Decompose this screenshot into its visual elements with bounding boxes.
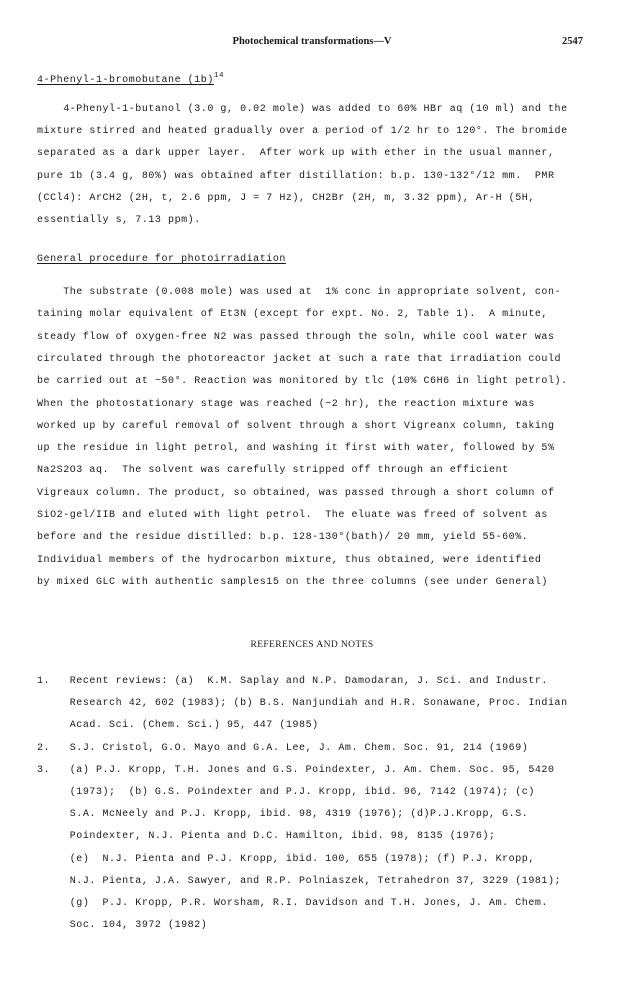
reference-line: Poindexter, N.J. Pienta and D.C. Hamilton, ibid. 98, 8135 (1976); bbox=[37, 831, 496, 843]
reference-line: Soc. 104, 3972 (1982) bbox=[37, 920, 208, 932]
section2-text-line: taining molar equivalent of Et3N (except for expt. No. 2, Table 1). A minute, bbox=[37, 309, 548, 321]
page-number: 2547 bbox=[562, 36, 583, 47]
section1-text-line: pure 1b (3.4 g, 80%) was obtained after distillation: b.p. 130-132°/12 mm. PMR bbox=[37, 170, 555, 182]
reference-line: (g) P.J. Kropp, P.R. Worsham, R.I. Davidson and T.H. Jones, J. Am. Chem. bbox=[37, 898, 548, 909]
heading-text: 4-Phenyl-1-bromobutane (1b) bbox=[37, 75, 214, 86]
section1-text-line: 4-Phenyl-1-butanol (3.0 g, 0.02 mole) was added to 60% HBr aq (10 ml) and the bbox=[37, 104, 568, 115]
reference-line: 1. Recent reviews: (a) K.M. Saplay and N.P. Damodaran, J. Sci. and Industr. bbox=[37, 676, 548, 687]
references-heading: REFERENCES AND NOTES bbox=[250, 640, 374, 650]
section1-text-line: separated as a dark upper layer. After work up with ether in the usual manner, bbox=[37, 148, 555, 160]
section2-text-line: circulated through the photoreactor jacket at such a rate that irradiation could bbox=[37, 353, 562, 365]
reference-line: 2. S.J. Cristol, G.O. Mayo and G.A. Lee, J. Am. Chem. Soc. 91, 214 (1969) bbox=[37, 742, 529, 754]
section2-text-line: The substrate (0.008 mole) was used at 1% conc in appropriate solvent, con- bbox=[37, 287, 562, 298]
running-header-title: Photochemical transformations—V bbox=[232, 36, 392, 47]
reference-line: 3. (a) P.J. Kropp, T.H. Jones and G.S. Poindexter, J. Am. Chem. Soc. 95, 5420 bbox=[37, 764, 555, 776]
section-heading-phenylbromobutane bbox=[37, 72, 224, 86]
section2-text-line: Na2S2O3 aq. The solvent was carefully stripped off through an efficient bbox=[37, 465, 509, 477]
section2-text-line: Individual members of the hydrocarbon mixture, thus obtained, were identified bbox=[37, 554, 542, 566]
section2-text-line: steady flow of oxygen-free N2 was passed through the soln, while cool water was bbox=[37, 331, 555, 343]
section2-text-line: Vigreaux column. The product, so obtained, was passed through a short column of bbox=[37, 487, 555, 499]
reference-line: S.A. McNeely and P.J. Kropp, ibid. 98, 4319 (1976); (d)P.J.Kropp, G.S. bbox=[37, 809, 529, 821]
heading-reference: 14 bbox=[213, 72, 224, 80]
section2-text-line: be carried out at ~50°. Reaction was monitored by tlc (10% C6H6 in light petrol). bbox=[37, 376, 568, 388]
reference-line: (1973); (b) G.S. Poindexter and P.J. Kropp, ibid. 96, 7142 (1974); (c) bbox=[37, 787, 535, 798]
section1-text-line: mixture stirred and heated gradually over a period of 1/2 hr to 120°. The bromide bbox=[37, 126, 568, 138]
section2-text-line: When the photostationary stage was reached (~2 hr), the reaction mixture was bbox=[37, 398, 535, 410]
reference-line: (e) N.J. Pienta and P.J. Kropp, ibid. 100, 655 (1978); (f) P.J. Kropp, bbox=[37, 853, 535, 865]
photoirradiation-heading-text: General procedure for photoirradiation bbox=[37, 254, 286, 265]
section1-text-line: (CCl4): ArCH2 (2H, t, 2.6 ppm, J = 7 Hz), CH2Br (2H, m, 3.32 ppm), Ar-H (5H, bbox=[37, 192, 535, 204]
section1-text-line: essentially s, 7.13 ppm). bbox=[37, 215, 201, 226]
section2-text-line: by mixed GLC with authentic samples15 on the three columns (see under General) bbox=[37, 576, 548, 588]
reference-line: Acad. Sci. (Chem. Sci.) 95, 447 (1985) bbox=[37, 720, 319, 732]
section-heading-photoirradiation bbox=[37, 254, 286, 265]
section2-text-line: before and the residue distilled: b.p. 128-130°(bath)/ 20 mm, yield 55-60%. bbox=[37, 532, 529, 544]
reference-line: N.J. Pienta, J.A. Sawyer, and R.P. Polniaszek, Tetrahedron 37, 3229 (1981); bbox=[37, 875, 562, 887]
section2-text-line: up the residue in light petrol, and washing it first with water, followed by 5% bbox=[37, 443, 555, 455]
reference-line: Research 42, 602 (1983); (b) B.S. Nanjundiah and H.R. Sonawane, Proc. Indian bbox=[37, 698, 568, 710]
section2-text-line: SiO2-gel/IIB and eluted with light petrol. The eluate was freed of solvent as bbox=[37, 510, 548, 521]
section2-text-line: worked up by careful removal of solvent through a short Vigreanx column, taking bbox=[37, 420, 555, 432]
